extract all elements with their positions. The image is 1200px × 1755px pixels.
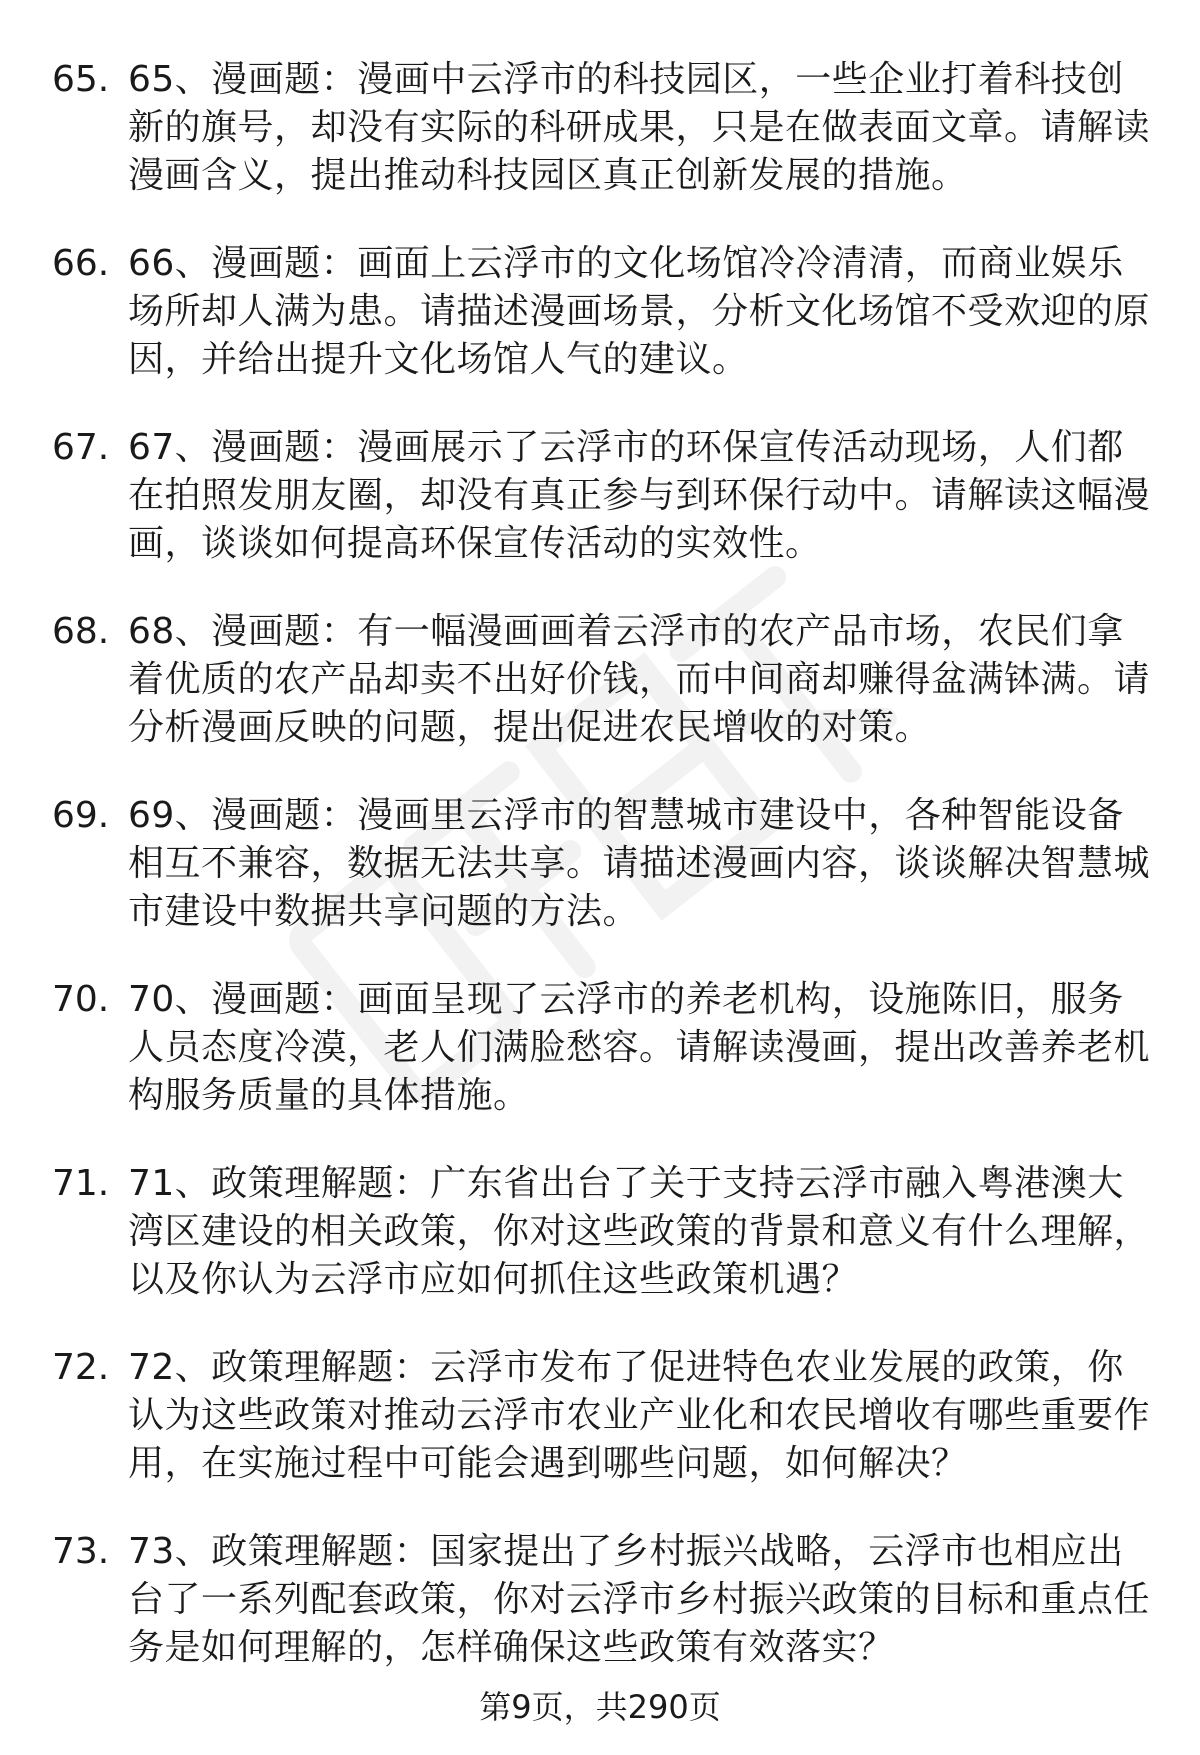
page-footer: 第9页，共290页 bbox=[479, 1688, 721, 1726]
question-number: 69. bbox=[52, 795, 110, 836]
question-number: 66. bbox=[52, 243, 110, 284]
question-text: 67、漫画题：漫画展示了云浮市的环保宣传活动现场，人们都在拍照发朋友圈，却没有真正参与到环保行动中。请解读这幅漫画，谈谈如何提高环保宣传活动的实效性。 bbox=[128, 427, 1151, 564]
question-number: 73. bbox=[52, 1531, 110, 1572]
question-text: 71、政策理解题：广东省出台了关于支持云浮市融入粤港澳大湾区建设的相关政策，你对这些政策的背景和意义有什么理解，以及你认为云浮市应如何抓住这些政策机遇？ bbox=[128, 1163, 1151, 1300]
question-text: 66、漫画题：画面上云浮市的文化场馆冷冷清清，而商业娱乐场所却人满为患。请描述漫画场景，分析文化场馆不受欢迎的原因，并给出提升文化场馆人气的建议。 bbox=[128, 243, 1151, 380]
question-text: 73、政策理解题：国家提出了乡村振兴战略，云浮市也相应出台了一系列配套政策，你对云浮市乡村振兴政策的目标和重点任务是如何理解的，怎样确保这些政策有效落实？ bbox=[128, 1531, 1151, 1668]
question-number: 67. bbox=[52, 427, 110, 468]
question-item bbox=[0, 240, 1200, 424]
question-item bbox=[0, 1160, 1200, 1344]
question-item bbox=[0, 56, 1200, 240]
question-number: 71. bbox=[52, 1163, 110, 1204]
question-item bbox=[0, 424, 1200, 608]
question-item bbox=[0, 608, 1200, 792]
question-number: 68. bbox=[52, 611, 110, 652]
question-text: 72、政策理解题：云浮市发布了促进特色农业发展的政策，你认为这些政策对推动云浮市农业产业化和农民增收有哪些重要作用，在实施过程中可能会遇到哪些问题，如何解决？ bbox=[128, 1347, 1151, 1484]
question-item bbox=[0, 792, 1200, 976]
question-item bbox=[0, 1344, 1200, 1528]
question-text: 65、漫画题：漫画中云浮市的科技园区，一些企业打着科技创新的旗号，却没有实际的科研成果，只是在做表面文章。请解读漫画含义，提出推动科技园区真正创新发展的措施。 bbox=[128, 59, 1151, 196]
question-text: 69、漫画题：漫画里云浮市的智慧城市建设中，各种智能设备相互不兼容，数据无法共享。请描述漫画内容，谈谈解决智慧城市建设中数据共享问题的方法。 bbox=[128, 795, 1151, 932]
question-item bbox=[0, 976, 1200, 1160]
question-number: 72. bbox=[52, 1347, 110, 1388]
question-list bbox=[0, 56, 1200, 1712]
question-text: 70、漫画题：画面呈现了云浮市的养老机构，设施陈旧，服务人员态度冷漠，老人们满脸愁容。请解读漫画，提出改善养老机构服务质量的具体措施。 bbox=[128, 979, 1151, 1116]
question-number: 65. bbox=[52, 59, 110, 100]
question-number: 70. bbox=[52, 979, 110, 1020]
question-text: 68、漫画题：有一幅漫画画着云浮市的农产品市场，农民们拿着优质的农产品却卖不出好价钱，而中间商却赚得盆满钵满。请分析漫画反映的问题，提出促进农民增收的对策。 bbox=[128, 611, 1151, 748]
